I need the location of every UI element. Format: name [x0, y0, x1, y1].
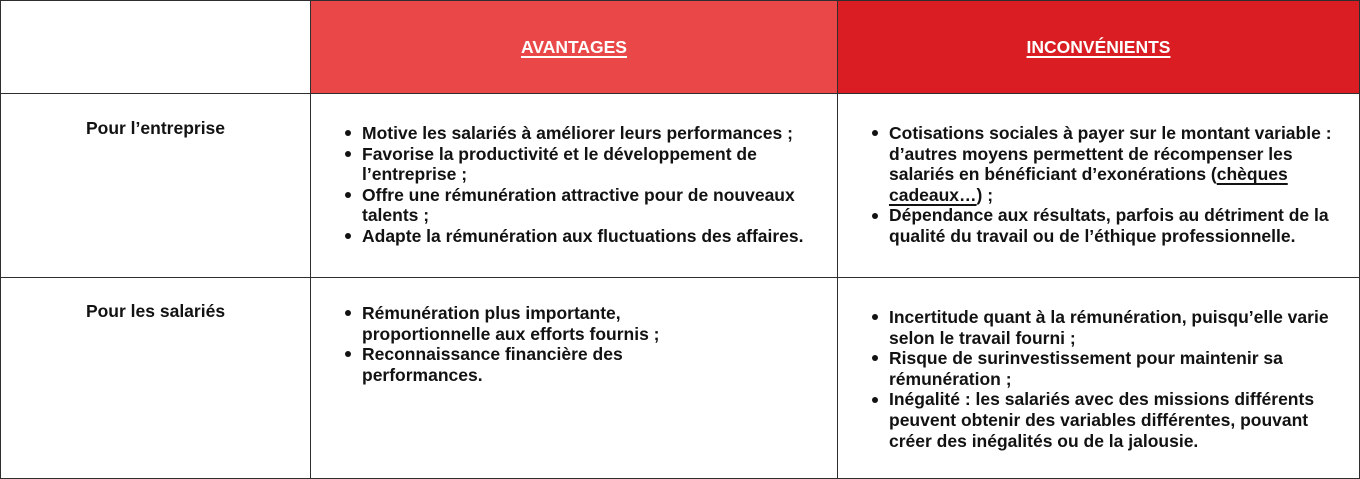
- bullet-icon: [872, 397, 878, 403]
- header-avantages-cell: [311, 1, 838, 94]
- avantages-cell-salaries: [311, 278, 838, 478]
- row-label-salaries: Pour les salariés: [85, 301, 226, 321]
- header-corner-cell: [1, 1, 311, 94]
- list-item: [345, 123, 837, 144]
- list-item: [872, 205, 1359, 246]
- avantages-list-entreprise: [311, 123, 837, 247]
- list-item: [345, 303, 837, 344]
- bullet-text: Inégalité : les salariés avec des missions différents peuvent obtenir des variables différentes, pouvant créer des inégalités ou de la jalousie.: [889, 389, 1315, 451]
- bullet-icon: [345, 351, 351, 357]
- avantages-cell-entreprise: [311, 94, 838, 278]
- bullet-icon: [345, 310, 351, 316]
- header-avantages: AVANTAGES: [521, 36, 627, 57]
- inconvenients-list-entreprise: [838, 123, 1359, 247]
- bullet-text: Favorise la productivité et le développement de l’entreprise ;: [362, 143, 757, 185]
- inconvenients-cell-entreprise: [838, 94, 1359, 278]
- list-item: [872, 389, 1359, 451]
- bullet-icon: [345, 130, 351, 136]
- bullet-icon: [872, 130, 878, 136]
- bullet-text: ) ;: [976, 184, 994, 205]
- bullet-icon: [872, 314, 878, 320]
- bullet-text: Adapte la rémunération aux fluctuations des affaires.: [362, 225, 804, 246]
- bullet-icon: [872, 213, 878, 219]
- row-label-cell-salaries: [1, 278, 311, 478]
- inconvenients-list-salaries: [838, 307, 1359, 451]
- row-label-entreprise: Pour l’entreprise: [85, 118, 226, 138]
- inline-link[interactable]: chèques cadeaux…: [889, 164, 1288, 205]
- bullet-text: Offre une rémunération attractive pour de nouveaux talents ;: [362, 184, 795, 226]
- bullet-text: Cotisations sociales à payer sur le montant variable : d’autres moyens permettent de récompenser les salariés en bénéficiant d’exonérations (: [889, 123, 1332, 185]
- row-label-cell-entreprise: [1, 94, 311, 278]
- list-item: [872, 123, 1359, 205]
- bullet-text: Incertitude quant à la rémunération, puisqu’elle varie selon le travail fourni ;: [889, 307, 1329, 348]
- list-item: [345, 344, 837, 385]
- header-inconvenients: INCONVÉNIENTS: [1026, 36, 1171, 57]
- bullet-icon: [345, 233, 351, 239]
- bullet-icon: [345, 151, 351, 157]
- list-item: [345, 226, 837, 247]
- avantages-list-salaries: [311, 303, 837, 385]
- bullet-text: Reconnaissance financière des performances.: [362, 344, 623, 385]
- bullet-text: Risque de surinvestissement pour maintenir sa rémunération ;: [889, 348, 1283, 389]
- inconvenients-cell-salaries: [838, 278, 1359, 478]
- bullet-icon: [872, 355, 878, 361]
- bullet-text: Motive les salariés à améliorer leurs performances ;: [362, 123, 793, 143]
- list-item: [345, 185, 837, 226]
- list-item: [345, 144, 837, 185]
- list-item: [872, 307, 1359, 348]
- bullet-text: Rémunération plus importante, proportionnelle aux efforts fournis ;: [362, 303, 660, 344]
- header-inconvenients-cell: [838, 1, 1359, 94]
- bullet-text: Dépendance aux résultats, parfois au détriment de la qualité du travail ou de l’éthique professionnelle.: [889, 205, 1329, 246]
- list-item: [872, 348, 1359, 389]
- bullet-icon: [345, 192, 351, 198]
